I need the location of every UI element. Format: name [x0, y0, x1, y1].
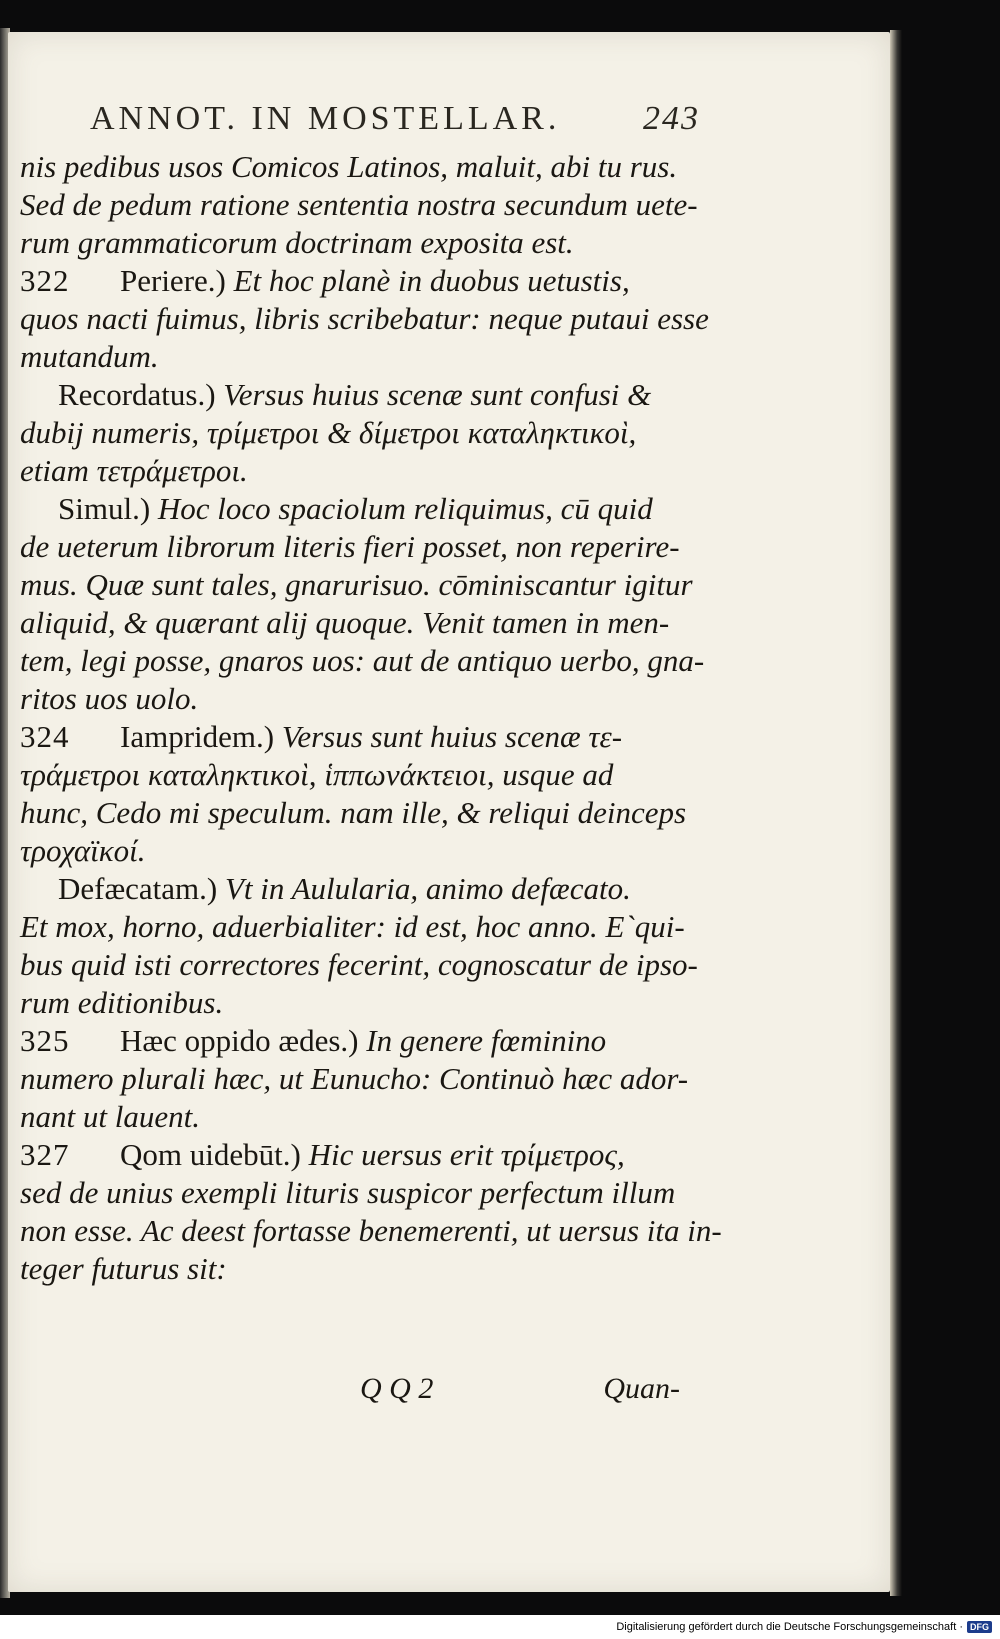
- text-line: [20, 604, 700, 642]
- text-line: [20, 186, 700, 224]
- text-line: [20, 984, 700, 1022]
- lemma: Simul.): [58, 491, 151, 526]
- text-line: [20, 946, 700, 984]
- lemma: Qom uidebūt.): [120, 1137, 301, 1172]
- text-line: [20, 300, 709, 338]
- footer-bar: [0, 1615, 1000, 1639]
- text-line: [20, 718, 700, 756]
- text-line: [20, 794, 700, 832]
- line-text: nant ut lauent.: [20, 1099, 200, 1134]
- text-line: [20, 224, 700, 262]
- dfg-logo: DFG: [967, 1621, 992, 1633]
- text-line: [20, 1174, 700, 1212]
- running-header: [90, 100, 700, 148]
- line-text: ritos uos uolo.: [20, 681, 199, 716]
- text-line: [20, 528, 700, 566]
- line-text: tem, legi posse, gnaros uos: aut de antiquo uerbo, gna-: [20, 643, 705, 678]
- lemma: Periere.): [120, 263, 226, 298]
- line-text: teger futurus sit:: [20, 1251, 227, 1286]
- text-line: [20, 338, 700, 376]
- text-line: [20, 642, 705, 680]
- line-text: dubij numeris, τρίμετροι & δίμετροι καταληκτικοὶ,: [20, 415, 637, 450]
- footer-credit: Digitalisierung gefördert durch die Deutsche Forschungsgemeinschaft ·: [616, 1621, 963, 1633]
- line-text: mutandum.: [20, 339, 159, 374]
- line-text: rum grammaticorum doctrinam exposita est.: [20, 225, 574, 260]
- line-number: 327: [20, 1137, 70, 1172]
- catchword: Quan-: [603, 1372, 680, 1405]
- line-text: etiam τετράμετροι.: [20, 453, 248, 488]
- text-line: [20, 1060, 700, 1098]
- line-text: mus. Quæ sunt tales, gnarurisuo. cōminiscantur igitur: [20, 567, 693, 602]
- line-text: Sed de pedum ratione sententia nostra secundum uete-: [20, 187, 698, 222]
- line-text: τροχαϊκοί.: [20, 833, 146, 868]
- text-line: [20, 148, 700, 186]
- text-line: [20, 756, 700, 794]
- text-line: [20, 680, 700, 718]
- lemma: Defæcatam.): [58, 871, 218, 906]
- line-text: rum editionibus.: [20, 985, 224, 1020]
- lemma: Iampridem.): [120, 719, 275, 754]
- lemma: Recordatus.): [58, 377, 216, 412]
- text-line: [20, 566, 700, 604]
- text-line: [20, 908, 700, 946]
- line-text: numero plurali hæc, ut Eunucho: Continuò hæc ador-: [20, 1061, 689, 1096]
- page-number: 243: [643, 100, 700, 137]
- line-text: hunc, Cedo mi speculum. nam ille, & reliqui deinceps: [20, 795, 687, 830]
- text-line: [20, 1136, 700, 1174]
- line-text: quos nacti fuimus, libris scribebatur: neque putaui esse: [20, 301, 709, 336]
- text-line: [20, 1212, 722, 1250]
- line-number: 322: [20, 263, 70, 298]
- line-text: non esse. Ac deest fortasse benemerenti, ut uersus ita in-: [20, 1213, 722, 1248]
- text-line: [20, 1098, 700, 1136]
- text-line: [20, 262, 700, 300]
- line-text: Hoc loco spaciolum reliquimus, cū quid: [150, 491, 653, 526]
- line-number: 325: [20, 1023, 70, 1058]
- line-text: Et mox, horno, aduerbialiter: id est, hoc anno. E`qui-: [20, 909, 685, 944]
- running-head: ANNOT. IN MOSTELLAR.: [90, 100, 561, 137]
- text-line: [20, 870, 700, 908]
- lemma: Hæc oppido ædes.): [120, 1023, 359, 1058]
- line-text: nis pedibus usos Comicos Latinos, maluit, abi tu rus.: [20, 149, 678, 184]
- catchline: [360, 1372, 680, 1406]
- line-text: τράμετροι καταληκτικοὶ, ἱππωνάκτειοι, usque ad: [20, 757, 614, 792]
- line-text: Hic uersus erit τρίμετρος,: [300, 1137, 625, 1172]
- page-edge: [890, 30, 902, 1596]
- line-text: de ueterum librorum literis fieri posset, non reperire-: [20, 529, 680, 564]
- signature-mark: Q Q 2: [360, 1372, 434, 1405]
- text-line: [20, 376, 700, 414]
- line-text: aliquid, & quærant alij quoque. Venit tamen in men-: [20, 605, 670, 640]
- text-line: [20, 452, 700, 490]
- line-text: sed de unius exempli lituris suspicor perfectum illum: [20, 1175, 676, 1210]
- text-line: [20, 832, 700, 870]
- line-text: Et hoc planè in duobus uetustis,: [225, 263, 630, 298]
- page-text: [20, 100, 722, 1288]
- text-line: [20, 414, 700, 452]
- line-text: Vt in Aulularia, animo defæcato.: [217, 871, 631, 906]
- line-text: Versus huius scenæ sunt confusi &: [215, 377, 652, 412]
- text-body: [20, 148, 722, 1288]
- line-number: 324: [20, 719, 70, 754]
- line-text: Versus sunt huius scenæ τε-: [274, 719, 623, 754]
- text-line: [20, 490, 700, 528]
- line-text: In genere fœminino: [358, 1023, 607, 1058]
- text-line: [20, 1022, 700, 1060]
- text-line: [20, 1250, 700, 1288]
- line-text: bus quid isti correctores fecerint, cognoscatur de ipso-: [20, 947, 698, 982]
